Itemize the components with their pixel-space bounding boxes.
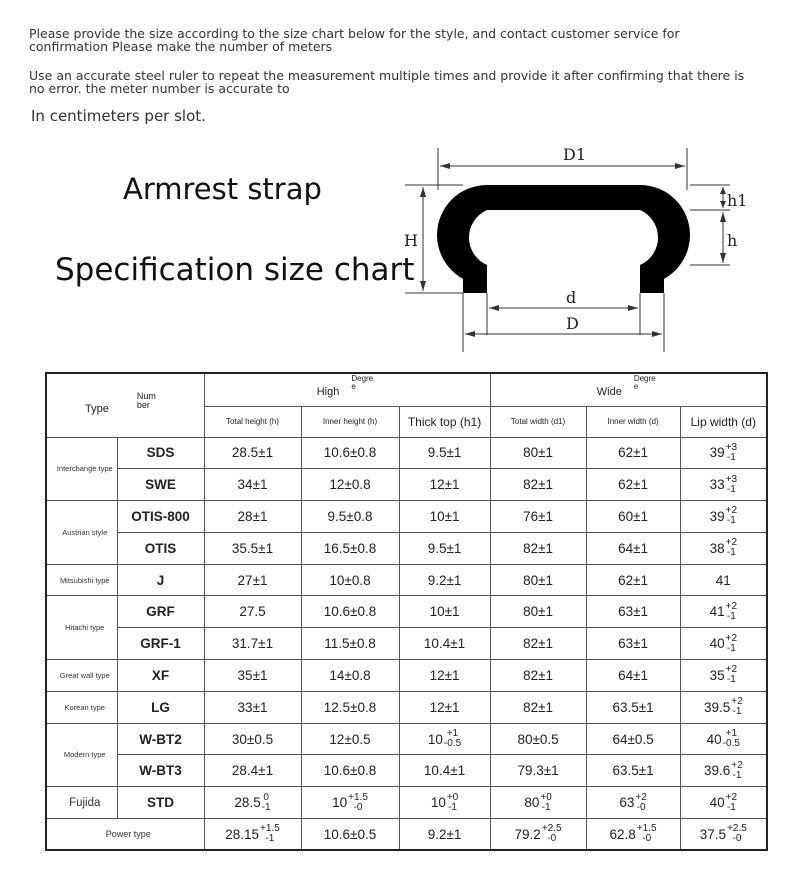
lower-tolerance: -0 <box>732 833 742 845</box>
lower-tolerance: -1 <box>448 801 457 813</box>
header-lip-width: Lip width (d) <box>680 406 767 437</box>
value: 39 <box>709 508 725 524</box>
inner-height-cell: 11.5±0.8 <box>301 628 399 660</box>
inner-width-cell <box>586 787 680 819</box>
lip-width-cell: 41 <box>680 564 767 596</box>
inner-height-cell: 10.6±0.8 <box>301 437 399 469</box>
header-total-width: Total width (d1) <box>490 406 586 437</box>
thick-top-cell <box>399 723 490 755</box>
model-cell: XF <box>117 660 204 692</box>
lip-width-cell <box>680 501 767 533</box>
inner-height-cell: 10.6±0.8 <box>301 755 399 787</box>
total-height-cell: 27±1 <box>204 564 301 596</box>
label-d-total: D <box>566 314 579 333</box>
inner-height-cell <box>301 787 399 819</box>
value: 40 <box>709 795 725 811</box>
model-cell: SDS <box>117 437 204 469</box>
upper-tolerance: 0 <box>263 791 269 803</box>
upper-tolerance: +2 <box>725 632 738 644</box>
header-high-degree: Degre e <box>351 374 374 392</box>
lower-tolerance: -1 <box>726 674 736 686</box>
thick-top-cell: 10±1 <box>399 501 490 533</box>
lip-width-cell <box>680 532 767 564</box>
label-h-inner: h <box>727 231 738 250</box>
inner-height-cell: 10.6±0.5 <box>301 819 399 851</box>
table-row <box>46 660 767 692</box>
model-cell: GRF-1 <box>117 628 204 660</box>
thick-top-cell: 12±1 <box>399 691 490 723</box>
value: 39.6 <box>703 763 731 779</box>
value: 28.15 <box>225 826 260 842</box>
value: 79.2 <box>514 826 541 842</box>
category-cell: Interchange type <box>46 437 117 501</box>
category-cell: Austrian style <box>46 501 117 565</box>
total-width-cell <box>490 819 586 851</box>
upper-tolerance: +2 <box>725 537 738 549</box>
model-cell: LG <box>117 691 204 723</box>
value: 37.5 <box>699 826 727 842</box>
lower-tolerance: -0.5 <box>722 738 740 750</box>
thick-top-cell: 9.2±1 <box>399 564 490 596</box>
value: 39 <box>709 445 725 461</box>
model-cell: OTIS <box>117 532 204 564</box>
lip-width-cell <box>680 660 767 692</box>
total-width-cell: 79.3±1 <box>490 755 586 787</box>
thick-top-cell: 12±1 <box>399 660 490 692</box>
upper-tolerance: +2 <box>725 505 738 517</box>
lower-tolerance: -0.5 <box>443 738 462 750</box>
header-inner-width: Inner width (d) <box>586 406 680 437</box>
table-row <box>46 564 767 596</box>
inner-height-cell: 10.6±0.8 <box>301 596 399 628</box>
lower-tolerance: -1 <box>732 706 742 718</box>
inner-width-cell: 64±0.5 <box>586 723 680 755</box>
upper-tolerance: +1.5 <box>636 823 657 835</box>
header-type: TypeNum ber <box>46 373 204 437</box>
thick-top-cell: 9.5±1 <box>399 437 490 469</box>
lip-width-cell <box>680 819 767 851</box>
lower-tolerance: -1 <box>726 801 736 813</box>
value: 40 <box>709 636 725 652</box>
value: 41 <box>709 604 725 620</box>
value: 38 <box>709 540 725 556</box>
inner-height-cell: 12±0.5 <box>301 723 399 755</box>
table-row <box>46 501 767 533</box>
inner-width-cell: 62±1 <box>586 564 680 596</box>
table-row <box>46 755 767 787</box>
table-row <box>46 691 767 723</box>
lower-tolerance: -0 <box>636 801 646 813</box>
lower-tolerance: -0 <box>353 801 363 813</box>
size-chart-table <box>45 372 768 851</box>
lower-tolerance: -1 <box>265 833 275 845</box>
upper-tolerance: +2 <box>725 791 738 803</box>
category-cell: Modern type <box>46 723 117 787</box>
category-cell: Hitachi type <box>46 596 117 660</box>
table-row <box>46 437 767 469</box>
inner-height-cell: 12.5±0.8 <box>301 691 399 723</box>
total-width-cell: 82±1 <box>490 628 586 660</box>
upper-tolerance: +2 <box>725 600 738 612</box>
total-height-cell <box>204 819 301 851</box>
upper-tolerance: +1.5 <box>260 823 280 835</box>
inner-height-cell: 9.5±0.8 <box>301 501 399 533</box>
value: 63 <box>619 795 635 811</box>
inner-height-cell: 14±0.8 <box>301 660 399 692</box>
inner-width-cell: 63±1 <box>586 628 680 660</box>
value: 10 <box>332 795 348 811</box>
value: 10 <box>427 731 443 747</box>
category-cell: Korean type <box>46 691 117 723</box>
total-height-cell: 30±0.5 <box>204 723 301 755</box>
total-width-cell: 80±0.5 <box>490 723 586 755</box>
unit-note: In centimeters per slot. <box>31 107 206 125</box>
model-cell: STD <box>117 787 204 819</box>
value: 62.8 <box>609 826 636 842</box>
total-width-cell: 82±1 <box>490 532 586 564</box>
thick-top-cell: 10.4±1 <box>399 628 490 660</box>
value: 39.5 <box>703 699 731 715</box>
upper-tolerance: +2 <box>731 696 743 708</box>
lower-tolerance: -1 <box>726 451 736 463</box>
profile-diagram <box>395 140 775 360</box>
total-width-cell: 82±1 <box>490 660 586 692</box>
inner-width-cell: 63.5±1 <box>586 755 680 787</box>
label-h-total: H <box>404 231 418 250</box>
model-cell: GRF <box>117 596 204 628</box>
model-cell: SWE <box>117 469 204 501</box>
table-row <box>46 787 767 819</box>
lower-tolerance: -1 <box>726 515 736 527</box>
thick-top-cell <box>399 787 490 819</box>
total-height-cell: 27.5 <box>204 596 301 628</box>
category-cell: Great wall type <box>46 660 117 692</box>
upper-tolerance: +1 <box>446 728 459 740</box>
lip-width-cell <box>680 691 767 723</box>
lip-width-cell <box>680 755 767 787</box>
header-total-height: Total height (h) <box>204 406 301 437</box>
upper-tolerance: +0 <box>540 791 552 803</box>
inner-width-cell: 60±1 <box>586 501 680 533</box>
total-height-cell: 33±1 <box>204 691 301 723</box>
lower-tolerance: -1 <box>732 769 742 781</box>
header-thick-top: Thick top (h1) <box>399 406 490 437</box>
table-row <box>46 819 767 851</box>
value: 10 <box>430 795 446 811</box>
lip-width-cell <box>680 469 767 501</box>
lower-tolerance: -1 <box>726 642 736 654</box>
lower-tolerance: -1 <box>726 547 736 559</box>
total-height-cell: 35.5±1 <box>204 532 301 564</box>
lip-width-cell <box>680 787 767 819</box>
thick-top-cell: 10.4±1 <box>399 755 490 787</box>
model-cell: J <box>117 564 204 596</box>
value: 40 <box>706 731 722 747</box>
category-cell: Power type <box>46 819 204 851</box>
upper-tolerance: +0 <box>446 791 459 803</box>
total-width-cell: 80±1 <box>490 437 586 469</box>
lower-tolerance: -1 <box>261 801 271 813</box>
total-height-cell: 35±1 <box>204 660 301 692</box>
upper-tolerance: +3 <box>725 473 738 485</box>
upper-tolerance: +3 <box>725 441 738 453</box>
inner-height-cell: 12±0.8 <box>301 469 399 501</box>
category-cell: Mitsubishi type <box>46 564 117 596</box>
total-width-cell: 82±1 <box>490 691 586 723</box>
header-inner-height: Inner height (h) <box>301 406 399 437</box>
total-height-cell: 28.4±1 <box>204 755 301 787</box>
total-width-cell: 82±1 <box>490 469 586 501</box>
thick-top-cell: 9.5±1 <box>399 532 490 564</box>
lower-tolerance: -0 <box>642 833 652 845</box>
value: 80 <box>524 795 540 811</box>
inner-width-cell: 64±1 <box>586 532 680 564</box>
inner-height-cell: 16.5±0.8 <box>301 532 399 564</box>
model-cell: OTIS-800 <box>117 501 204 533</box>
value: 28.5 <box>234 795 261 811</box>
label-h1: h1 <box>727 191 748 210</box>
upper-tolerance: +2.5 <box>727 823 747 835</box>
upper-tolerance: +2 <box>635 791 647 803</box>
lower-tolerance: -1 <box>726 610 736 622</box>
instruction-note-1: Please provide the size according to the size chart below for the style, and contact customer service for confirmation Please make the number of meters <box>29 26 680 54</box>
inner-width-cell: 63.5±1 <box>586 691 680 723</box>
total-height-cell <box>204 787 301 819</box>
chart-title: Specification size chart <box>55 252 415 288</box>
lower-tolerance: -0 <box>547 833 557 845</box>
table-row <box>46 469 767 501</box>
thick-top-cell: 9.2±1 <box>399 819 490 851</box>
total-width-cell: 80±1 <box>490 596 586 628</box>
label-d-inner: d <box>566 288 577 307</box>
total-width-cell: 80±1 <box>490 564 586 596</box>
total-height-cell: 31.7±1 <box>204 628 301 660</box>
inner-width-cell: 62±1 <box>586 437 680 469</box>
inner-width-cell: 63±1 <box>586 596 680 628</box>
total-height-cell: 28±1 <box>204 501 301 533</box>
thick-top-cell: 10±1 <box>399 596 490 628</box>
lip-width-cell <box>680 628 767 660</box>
inner-height-cell: 10±0.8 <box>301 564 399 596</box>
header-wide-degree: Degre e <box>633 374 656 392</box>
header-high: HighDegre e <box>204 373 490 406</box>
total-height-cell: 34±1 <box>204 469 301 501</box>
upper-tolerance: +2 <box>725 664 738 676</box>
table-row <box>46 532 767 564</box>
model-cell: W-BT3 <box>117 755 204 787</box>
instruction-note-2: Use an accurate steel ruler to repeat the measurement multiple times and provide it after confirming that there is no error. the meter number is accurate to <box>29 68 745 96</box>
lower-tolerance: -1 <box>541 801 551 813</box>
inner-width-cell <box>586 819 680 851</box>
inner-width-cell: 62±1 <box>586 469 680 501</box>
lip-width-cell <box>680 723 767 755</box>
total-height-cell: 28.5±1 <box>204 437 301 469</box>
upper-tolerance: +2.5 <box>541 823 562 835</box>
lip-width-cell <box>680 596 767 628</box>
upper-tolerance: +1.5 <box>348 791 368 803</box>
upper-tolerance: +1 <box>725 728 738 740</box>
inner-width-cell: 64±1 <box>586 660 680 692</box>
table-row <box>46 723 767 755</box>
category-cell: Fujida <box>46 787 117 819</box>
thick-top-cell: 12±1 <box>399 469 490 501</box>
table-row <box>46 596 767 628</box>
product-title: Armrest strap <box>123 172 322 206</box>
upper-tolerance: +2 <box>731 759 743 771</box>
label-d1: D1 <box>563 145 587 164</box>
value: 35 <box>709 667 725 683</box>
header-wide: WideDegre e <box>490 373 767 406</box>
header-number: Num ber <box>136 390 156 410</box>
lip-width-cell <box>680 437 767 469</box>
table-row <box>46 628 767 660</box>
total-width-cell <box>490 787 586 819</box>
model-cell: W-BT2 <box>117 723 204 755</box>
lower-tolerance: -1 <box>726 483 736 495</box>
value: 33 <box>709 477 725 493</box>
total-width-cell: 76±1 <box>490 501 586 533</box>
